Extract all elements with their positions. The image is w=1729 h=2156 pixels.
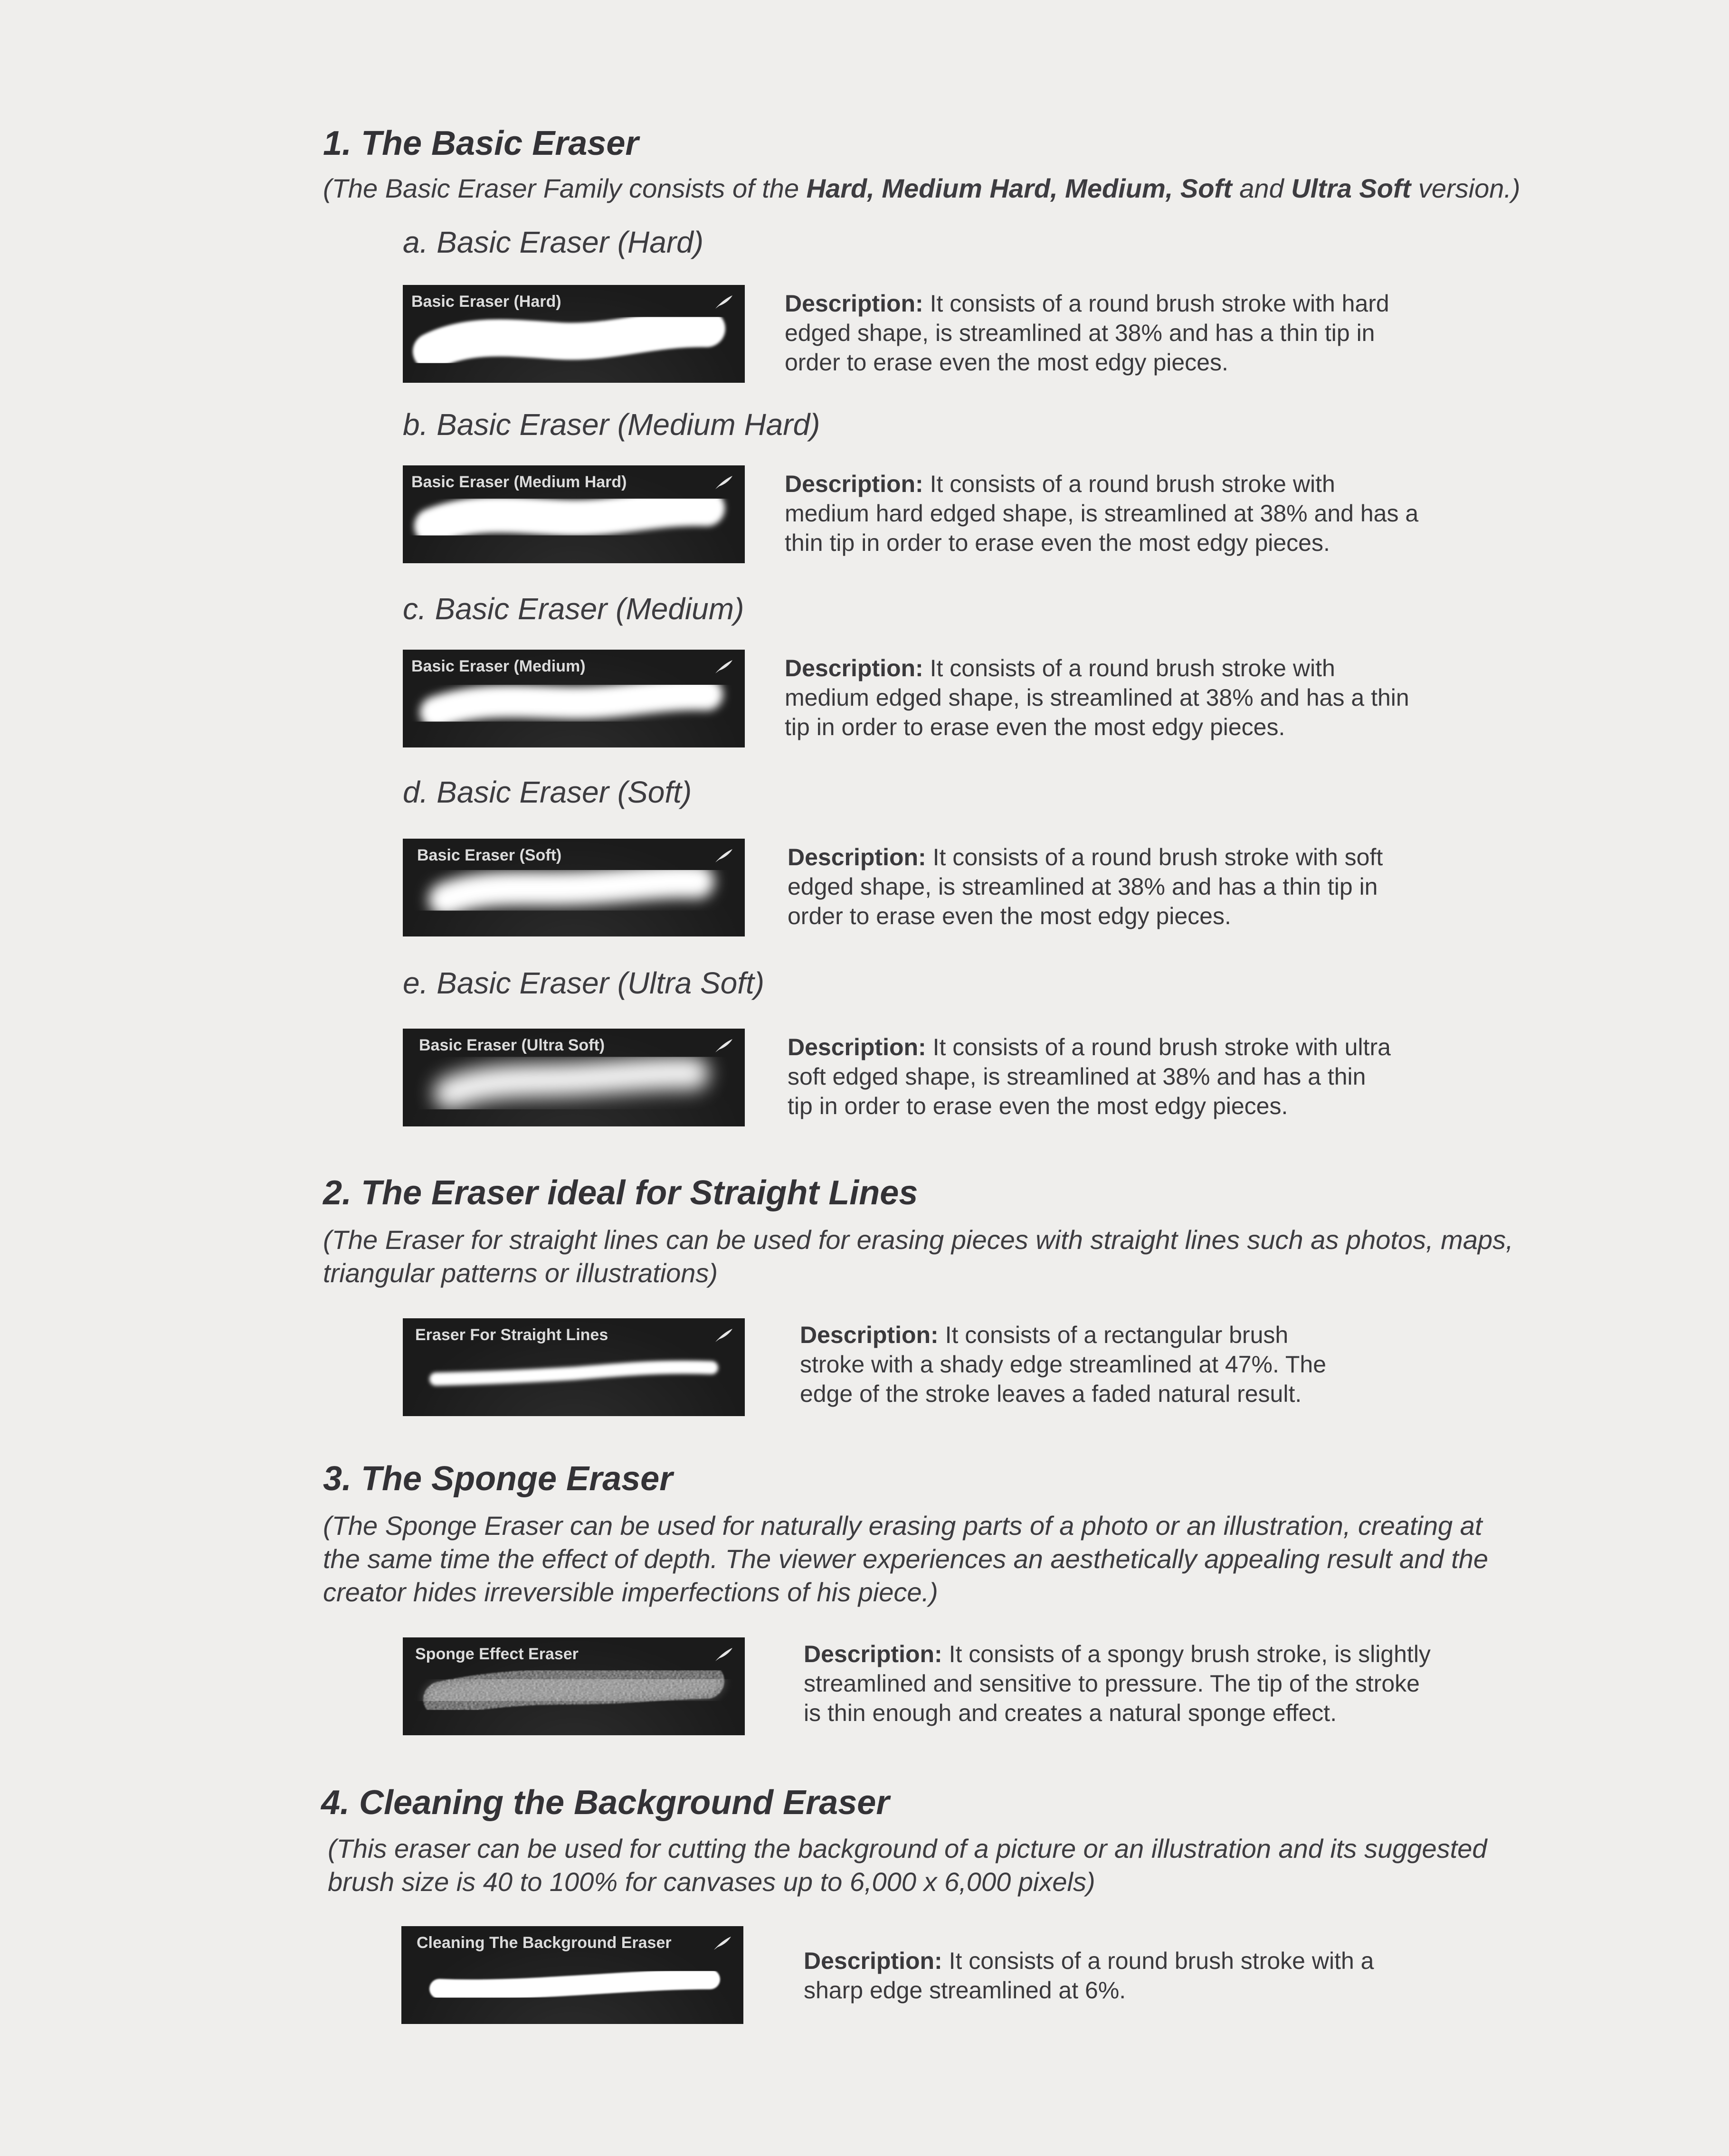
subheading-medium-hard: b. Basic Eraser (Medium Hard) (403, 407, 820, 442)
description-hard: Description: It consists of a round brush stroke with hard edged shape, is streamlined at 38% and has a thin tip in order to erase even the most edgy pieces. (785, 290, 1389, 376)
subheading-hard: a. Basic Eraser (Hard) (403, 225, 704, 259)
section-4-heading: 4. Cleaning the Background Eraser (321, 1784, 890, 1822)
brush-stroke-cleaning-background (401, 1926, 743, 2024)
description-soft: Description: It consists of a round brush stroke with soft edged shape, is streamlined at 38% and has a thin tip in order to erase even the most edgy pieces. (788, 844, 1383, 929)
section-2-heading: 2. The Eraser ideal for Straight Lines (323, 1174, 918, 1212)
brush-preview-medium-hard (403, 465, 745, 563)
brush-stroke-straight-lines (403, 1318, 745, 1416)
brush-stroke-hard (403, 285, 745, 383)
section-1-intro: (The Basic Eraser Family consists of the Hard, Medium Hard, Medium, Soft and Ultra Soft version.) (323, 173, 1520, 203)
brush-preview-medium (403, 650, 745, 747)
brush-preview-title: Basic Eraser (Soft) (417, 846, 562, 864)
brush-preview-straight-lines (403, 1318, 745, 1416)
brush-preview-title: Basic Eraser (Ultra Soft) (419, 1036, 605, 1054)
brush-preview-title: Basic Eraser (Medium Hard) (411, 473, 627, 491)
brush-stroke-medium (403, 650, 745, 747)
brush-preview-sponge (403, 1637, 745, 1735)
brush-stroke-soft (403, 839, 745, 936)
section-4-intro: (This eraser can be used for cutting the background of a picture or an illustration and its suggested brush size is 40 to 100% for canvases up to 6,000 x 6,000 pixels) (328, 1834, 1487, 1897)
description-medium-hard: Description: It consists of a round brush stroke with medium hard edged shape, is streamlined at 38% and has a thin tip in order to erase even the most edgy pieces. (785, 471, 1419, 556)
brush-preview-title: Sponge Effect Eraser (415, 1645, 579, 1663)
brush-preview-hard (403, 285, 745, 383)
description-ultra-soft: Description: It consists of a round brush stroke with ultra soft edged shape, is streamlined at 38% and has a thin tip in order to erase even the most edgy pieces. (788, 1034, 1391, 1119)
brush-stroke-sponge (403, 1637, 745, 1735)
brush-preview-title: Cleaning The Background Eraser (417, 1934, 672, 1952)
subheading-soft: d. Basic Eraser (Soft) (403, 775, 692, 809)
description-cleaning-background: Description: It consists of a round brush stroke with a sharp edge streamlined at 6%. (804, 1948, 1374, 2004)
description-sponge: Description: It consists of a spongy brush stroke, is slightly streamlined and sensitive to pressure. The tip of the stroke is thin enough and creates a natural sponge effect. (804, 1641, 1431, 1726)
brush-stroke-medium-hard (403, 465, 745, 563)
brush-preview-cleaning-background (401, 1926, 743, 2024)
section-3-intro: (The Sponge Eraser can be used for naturally erasing parts of a photo or an illustration, creating at the same time the effect of depth. The viewer experiences an aesthetically appealing result and the creator hides irreversible imperfections of his piece.) (323, 1511, 1489, 1607)
brush-preview-ultra-soft (403, 1029, 745, 1126)
subheading-medium: c. Basic Eraser (Medium) (403, 592, 744, 626)
subheading-ultra-soft: e. Basic Eraser (Ultra Soft) (403, 966, 765, 1000)
brush-preview-title: Basic Eraser (Medium) (411, 657, 586, 675)
section-3-heading: 3. The Sponge Eraser (323, 1460, 673, 1498)
brush-preview-title: Eraser For Straight Lines (415, 1326, 608, 1344)
section-2-intro: (The Eraser for straight lines can be used for erasing pieces with straight lines such as photos, maps, triangular patterns or illustrations) (323, 1225, 1513, 1288)
brush-preview-title: Basic Eraser (Hard) (411, 293, 561, 311)
section-1-heading: 1. The Basic Eraser (323, 124, 639, 162)
brush-preview-soft (403, 839, 745, 936)
description-straight-lines: Description: It consists of a rectangular brush stroke with a shady edge streamlined at 47%. The edge of the stroke leaves a faded natural result. (800, 1322, 1327, 1407)
description-medium: Description: It consists of a round brush stroke with medium edged shape, is streamlined at 38% and has a thin tip in order to erase even the most edgy pieces. (785, 655, 1409, 740)
brush-stroke-ultra-soft (403, 1029, 745, 1126)
